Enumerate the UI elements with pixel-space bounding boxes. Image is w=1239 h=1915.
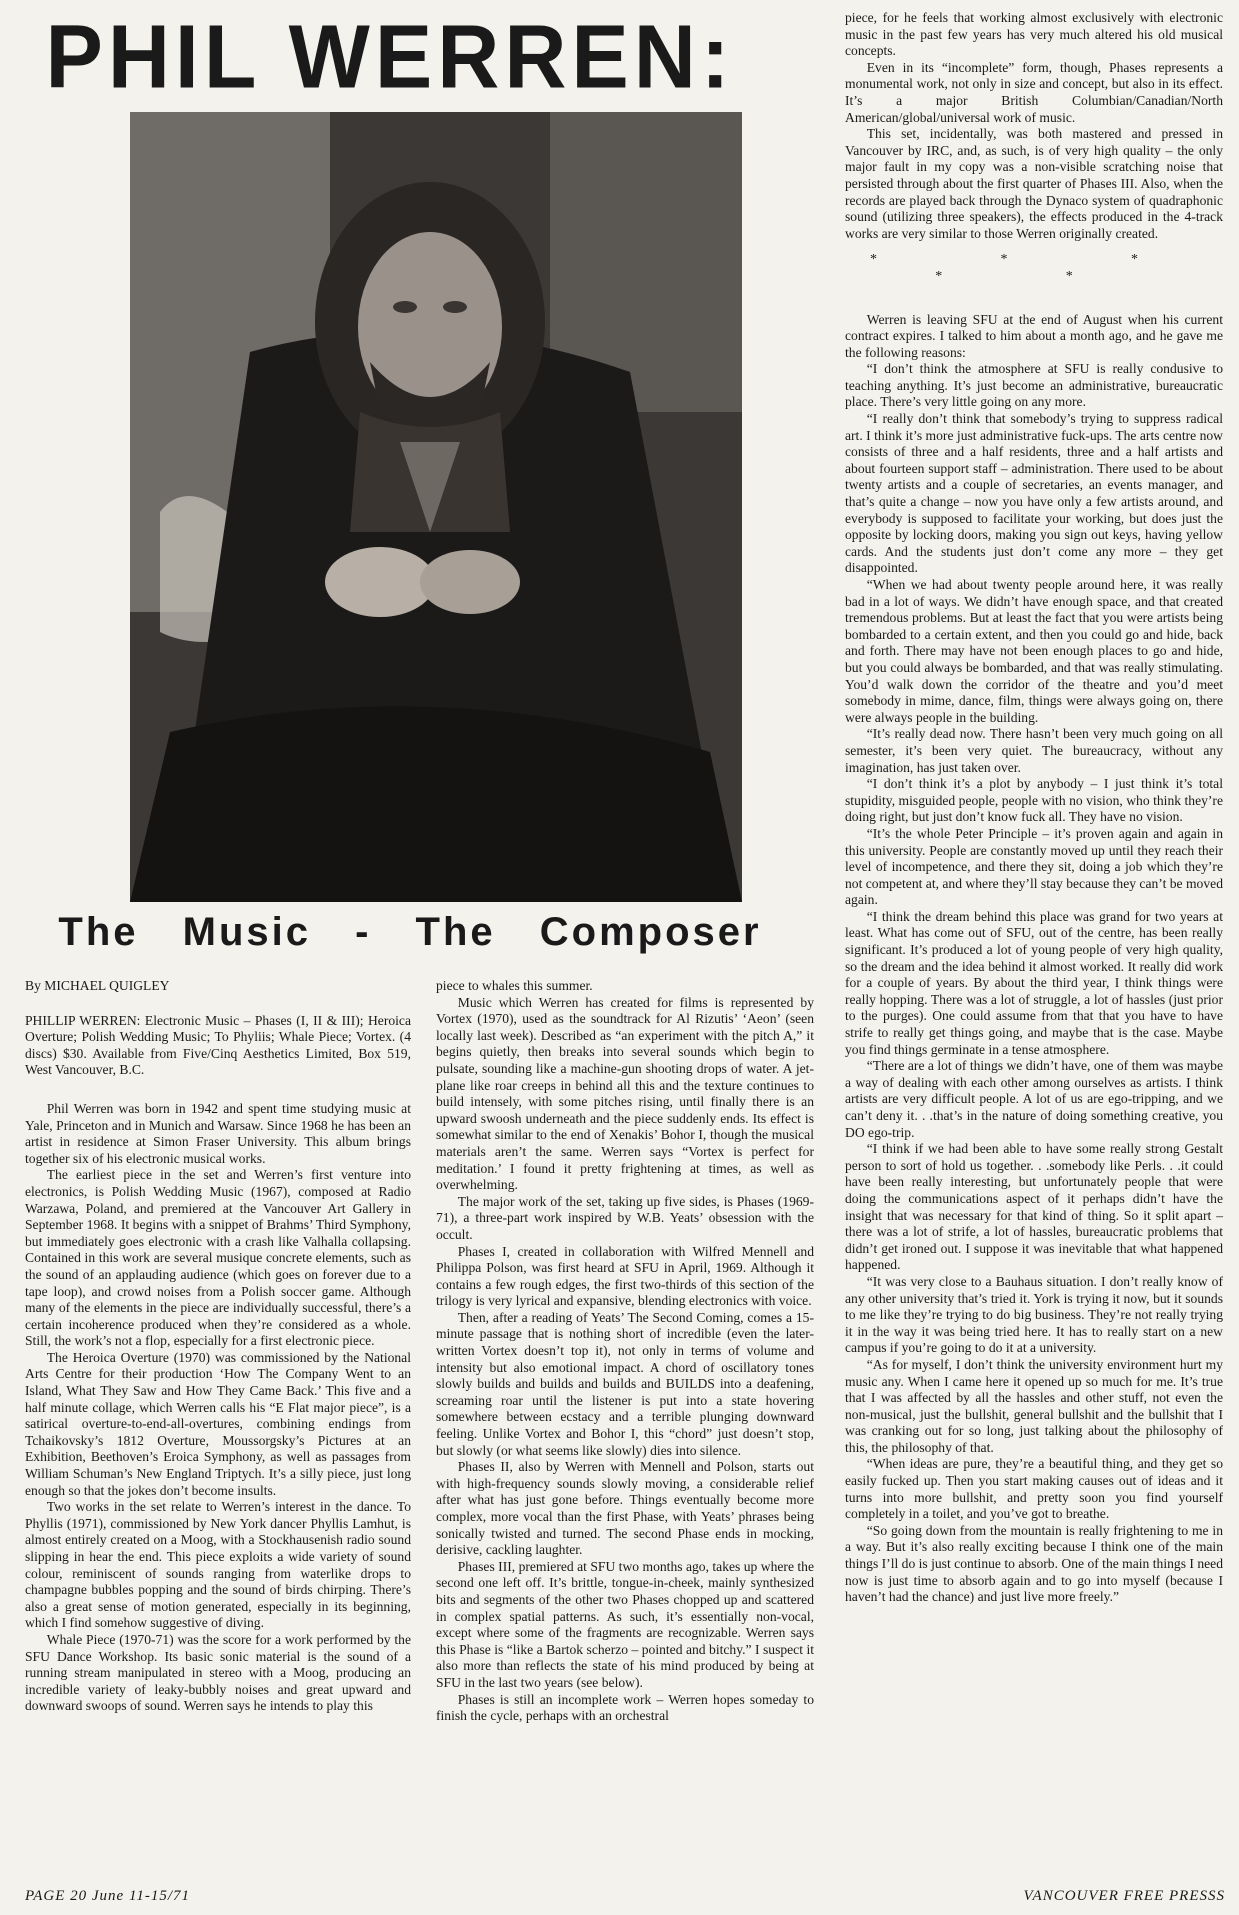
paragraph: Whale Piece (1970-71) was the score for a work performed by the SFU Dance Workshop. Its basic sonic material is the sound of a running stream manipulated in stereo with a Moog, producing an incredible variety of leaky-bubbly noises and great upward and downward swoops of sound. Werren says he intends to play this [25,1631,411,1714]
paragraph: Phil Werren was born in 1942 and spent time studying music at Yale, Princeton and in Munich and Warsaw. Since 1968 he has been an artist in residence at Simon Fraser University. This album brings together six of his electronic musical works. [25,1100,411,1166]
quote-paragraph: “It’s really dead now. There hasn’t been very much going on all semester, it’s been very quiet. The bureaucracy, without any imagination, has just taken over. [845,726,1223,775]
quote-paragraph: “So going down from the mountain is really frightening to me in a way. But it’s also really exciting because I think one of the main things I’ll do is just continue to absorb. One of the main things I need now is just time to absorb again and to go into myself (because I haven’t had the chance) and just live more freely.” [845,1522,1223,1605]
paragraph: This set, incidentally, was both mastered and pressed in Vancouver by IRC, and, as such, is of very high quality – the only major fault in my copy was a non-visible scratching noise that persisted through about the first quarter of Phases III. Also, when the records are played back through the Dynaco system of quadraphonic sound (utilizing three speakers), the effects produced in the 4-track works are very similar to those Werren originally created. [845,126,1223,241]
paragraph: piece, for he feels that working almost exclusively with electronic music in the past few years has very much altered his old musical concepts. [845,10,1223,59]
paragraph: Two works in the set relate to Werren’s interest in the dance. To Phyllis (1971), commissioned by New York dancer Phyllis Lamhut, is almost entirely created on a Moog, with a Stockhausenish radio sound slipping in hear the end. This piece exploits a wide variety of sound colour, reminiscent of sounds ranging from waterlike drops to champagne bubbles popping and the sound of birds chirping. There’s also a great sense of motion generated, especially in its beginning, which I find somehow suggestive of diving. [25,1499,411,1631]
paragraph: Phases I, created in collaboration with Wilfred Mennell and Philippa Polson, was first heard at SFU in April, 1969. Although it contains a few rough edges, the first two-thirds of this section of the trilogy is very lyrical and expansive, blending electronics with voice. [436,1243,814,1309]
article-column-2 [436,978,814,1725]
quote-paragraph: “It was very close to a Bauhaus situation. I don’t really know of any other university that’s tried it. York is trying it now, but it sounds to me like they’re trying to do big business. They’re not really trying it in the way it was being tried here. It has to really start on a new campus if you’re going to do it at a university. [845,1273,1223,1356]
page-footer-folio: PAGE 20 June 11-15/71 [25,1888,191,1904]
paragraph: The earliest piece in the set and Werren’s first venture into electronics, is Polish Wedding Music (1967), composed at Radio Warzawa, Poland, and premiered at the Vancouver Art Gallery in September 1968. It begins with a snippet of Brahms’ Third Symphony, but immediately goes electronic with a crash like Valhalla collapsing. Contained in this work are several musique concrete elements, such as the sound of an applauding audience (which goes on forever due to a tape loop), and crowd noises from a Polish soccer game. Although many of the elements in the piece are individually successful, there’s a certain incoherence produced when they’re considered as a whole. Still, the work’s not a flop, especially for a first electronic piece. [25,1167,411,1349]
composer-photo [130,112,742,902]
section-divider-stars: * * * * * [870,252,1198,284]
portrait-illustration [130,112,742,902]
quote-paragraph: “I don’t think it’s a plot by anybody – I just think it’s total stupidity, misguided people, people with no vision, who think they’re doing right, but just don’t know fuck all. They have no vision. [845,776,1223,825]
paragraph: Phases II, also by Werren with Mennell and Polson, starts out with high-frequency sounds slowly moving, a considerable relief after what has just gone before. Things eventually become more complex, more vocal than the first Phase, with Yeats’ phrases being sonically twisted and turned. The second Phase ends in mocking, derisive, cackling laughter. [436,1459,814,1558]
quote-paragraph: “I don’t think the atmosphere at SFU is really condusive to teaching anything. It’s just become an administrative, bureaucratic place. There’s very little going on any more. [845,361,1223,410]
quote-paragraph: “I really don’t think that somebody’s trying to suppress radical art. I think it’s more just administrative fuck-ups. The arts centre now consists of three and a half residents, three and a half artists and about fourteen support staff – administration. There used to be about twenty artists and a couple of secretaries, an events manager, and that’s quite a change – now you have only a few artists around, and everybody is supposed to facilitate your working, but does just the opposite by locking doors, making you sign out keys, having yellow cards. And the students just don’t come any more – they get disappointed. [845,411,1223,576]
subheadline: The Music - The Composer [58,910,762,954]
headline: PHIL WERREN: [45,6,735,108]
quote-paragraph: “When we had about twenty people around here, it was really bad in a lot of ways. We didn’t have enough space, and that created tremendous problems. But at least the fact that you were artists being bombarded to a certain extent, and then you could go and hide, back and forth. There may have not been enough places to go and hide, but you could always be bombarded, and that was really stimulating. You’d walk down the corridor of the theatre and you’d meet somebody in mime, dance, film, things were always going on, there were always people in the building. [845,577,1223,725]
paragraph: Then, after a reading of Yeats’ The Second Coming, comes a 15-minute passage that is nothing short of incredible (even the later-written Vortex doesn’t top it), not only in terms of volume and intensity but also emotional impact. A chord of oscillatory tones slowly builds and builds and builds and BUILDS into a deafening, screaming roar until the listener is put into a state hovering somewhere between ecstacy and a terrible plunging downward feeling. Unlike Vortex and Bohor I, this “chord” just doesn’t stop, but slowly (or what seems like slowly) dies into silence. [436,1309,814,1458]
quote-paragraph: “There are a lot of things we didn’t have, one of them was maybe a way of dealing with each other among ourselves as artists. I think artists are very difficult people. A lot of us are ego-tripping, and we can’t deny it. . .that’s in the nature of doing something creative, you DO ego-trip. [845,1058,1223,1140]
page-footer-publication: VANCOUVER FREE PRESSS [1023,1888,1225,1904]
quote-paragraph: “It’s the whole Peter Principle – it’s proven again and again in this university. People are constantly moved up until they reach their level of incompetence, and there they sit, doing a job which they’re not competent at, and where they’ll stay because they can’t be moved again. [845,825,1223,908]
paragraph: Werren is leaving SFU at the end of August when his current contract expires. I talked to him about a month ago, and he gave me the following reasons: [845,311,1223,360]
paragraph: Even in its “incomplete” form, though, Phases represents a monumental work, not only in size and concept, but also in its effect. It’s a major British Columbian/Canadian/North American/global/universal work of music. [845,59,1223,125]
article-column-3 [845,10,1223,1606]
paragraph: piece to whales this summer. [436,978,593,993]
paragraph: The Heroica Overture (1970) was commissioned by the National Arts Centre for their production ‘How The Company Went to an Island, What They Saw and How They Came Back.’ This five and a half minute collage, which Werren calls his “E Flat major piece”, is a satirical overture-to-end-all-overtures, combining endings from Tchaikovsky’s 1812 Overture, Moussorgsky’s Pictures at an Exhibition, Beethoven’s Eroica Symphony, as well as passages from William Schuman’s New England Triptych. It’s a silly piece, just long enough so that the jokes don’t become insults. [25,1349,411,1498]
article-column-1 [25,978,411,1715]
paragraph: Music which Werren has created for films is represented by Vortex (1970), used as the soundtrack for Al Rizutis’ ‘Aeon’ (seen locally last week). Described as “an experiment with the pitch A,” it begins quietly, then breaks into several sounds which begin to pulsate, sounding like a machine-gun shooting drops of water. A jet-plane like roar creeps in behind all this and the texture continues to build intensely, with some pitches rising, until finally there is an upward swoosh underneath and the piece suddenly ends. Its effect is somewhat similar to the end of Xenakis’ Bohor I, though the musical materials aren’t the same. Werren says “Vortex is perfect for meditation.’ I found it pretty frightening at times, as well as overwhelming. [436,994,814,1193]
quote-paragraph: “When ideas are pure, they’re a beautiful thing, and they get so easily fucked up. Then you start making causes out of ideas and it turns into more bullshit, and pretty soon you find yourself completely in a toilet, and you’ve got to breathe. [845,1456,1223,1522]
paragraph: Phases is still an incomplete work – Werren hopes someday to finish the cycle, perhaps with an orchestral [436,1691,814,1724]
paragraph: Phases III, premiered at SFU two months ago, takes up where the second one left off. It’s brittle, tongue-in-cheek, mainly synthesized bits and segments of the other two Phases chopped up and scattered in complex spatial patterns. As such, it’s essentially non-vocal, except where some of the fragments are recognizable. Werren says this Phase is “like a Bartok scherzo – pointed and bitchy.” I suspect it also more than reflects the state of his mind produced by being at SFU in the last two years (see below). [436,1558,814,1690]
quote-paragraph: “I think the dream behind this place was grand for two years at least. What has come out of SFU, out of the centre, has been really significant. It’s produced a lot of young people of very high quality, so the dream and the idea behind it almost worked. It really did work for a couple of years. By about the third year, I think things were really hopping. There was a lot of struggle, a lot of hassles (just prior to the purges). One could assume from that that you have to have strife to really get things going, and maybe that is the case. Maybe you find things germinate in a tense atmosphere. [845,908,1223,1057]
quote-paragraph: “As for myself, I don’t think the university environment hurt my music any. When I came here it opened up so much for me. It’s true that I was affected by all the hassles and other stuff, not even the non-musical, just the bullshit, general bullshit and the bullshit that I was cranking out for so long, just talking about the philosophy of this, the philosophy of that. [845,1356,1223,1455]
paragraph: The major work of the set, taking up five sides, is Phases (1969-71), a three-part work inspired by W.B. Yeats’ obsession with the occult. [436,1193,814,1242]
album-listing: PHILLIP WERREN: Electronic Music – Phases (I, II & III); Heroica Overture; Polish Wedding Music; To Phyliis; Whale Piece; Vortex. (4 discs) $30. Available from Five/Cinq Aesthetics Limited, Box 519, West Vancouver, B.C. [25,1012,411,1078]
quote-paragraph: “I think if we had been able to have some really strong Gestalt person to sort of hold us together. . .somebody like Perls. . .it could have been really interesting, but unfortunately people that were doing the communications aspect of it perhaps didn’t have the insight that was necessary for that kind of thing. So it split apart – there was a lot of strife, a lot of hassles, bureaucratic problems that didn’t get ironed out. I suppose it was inevitable that what happened happened. [845,1141,1223,1273]
byline: By MICHAEL QUIGLEY [25,978,170,993]
